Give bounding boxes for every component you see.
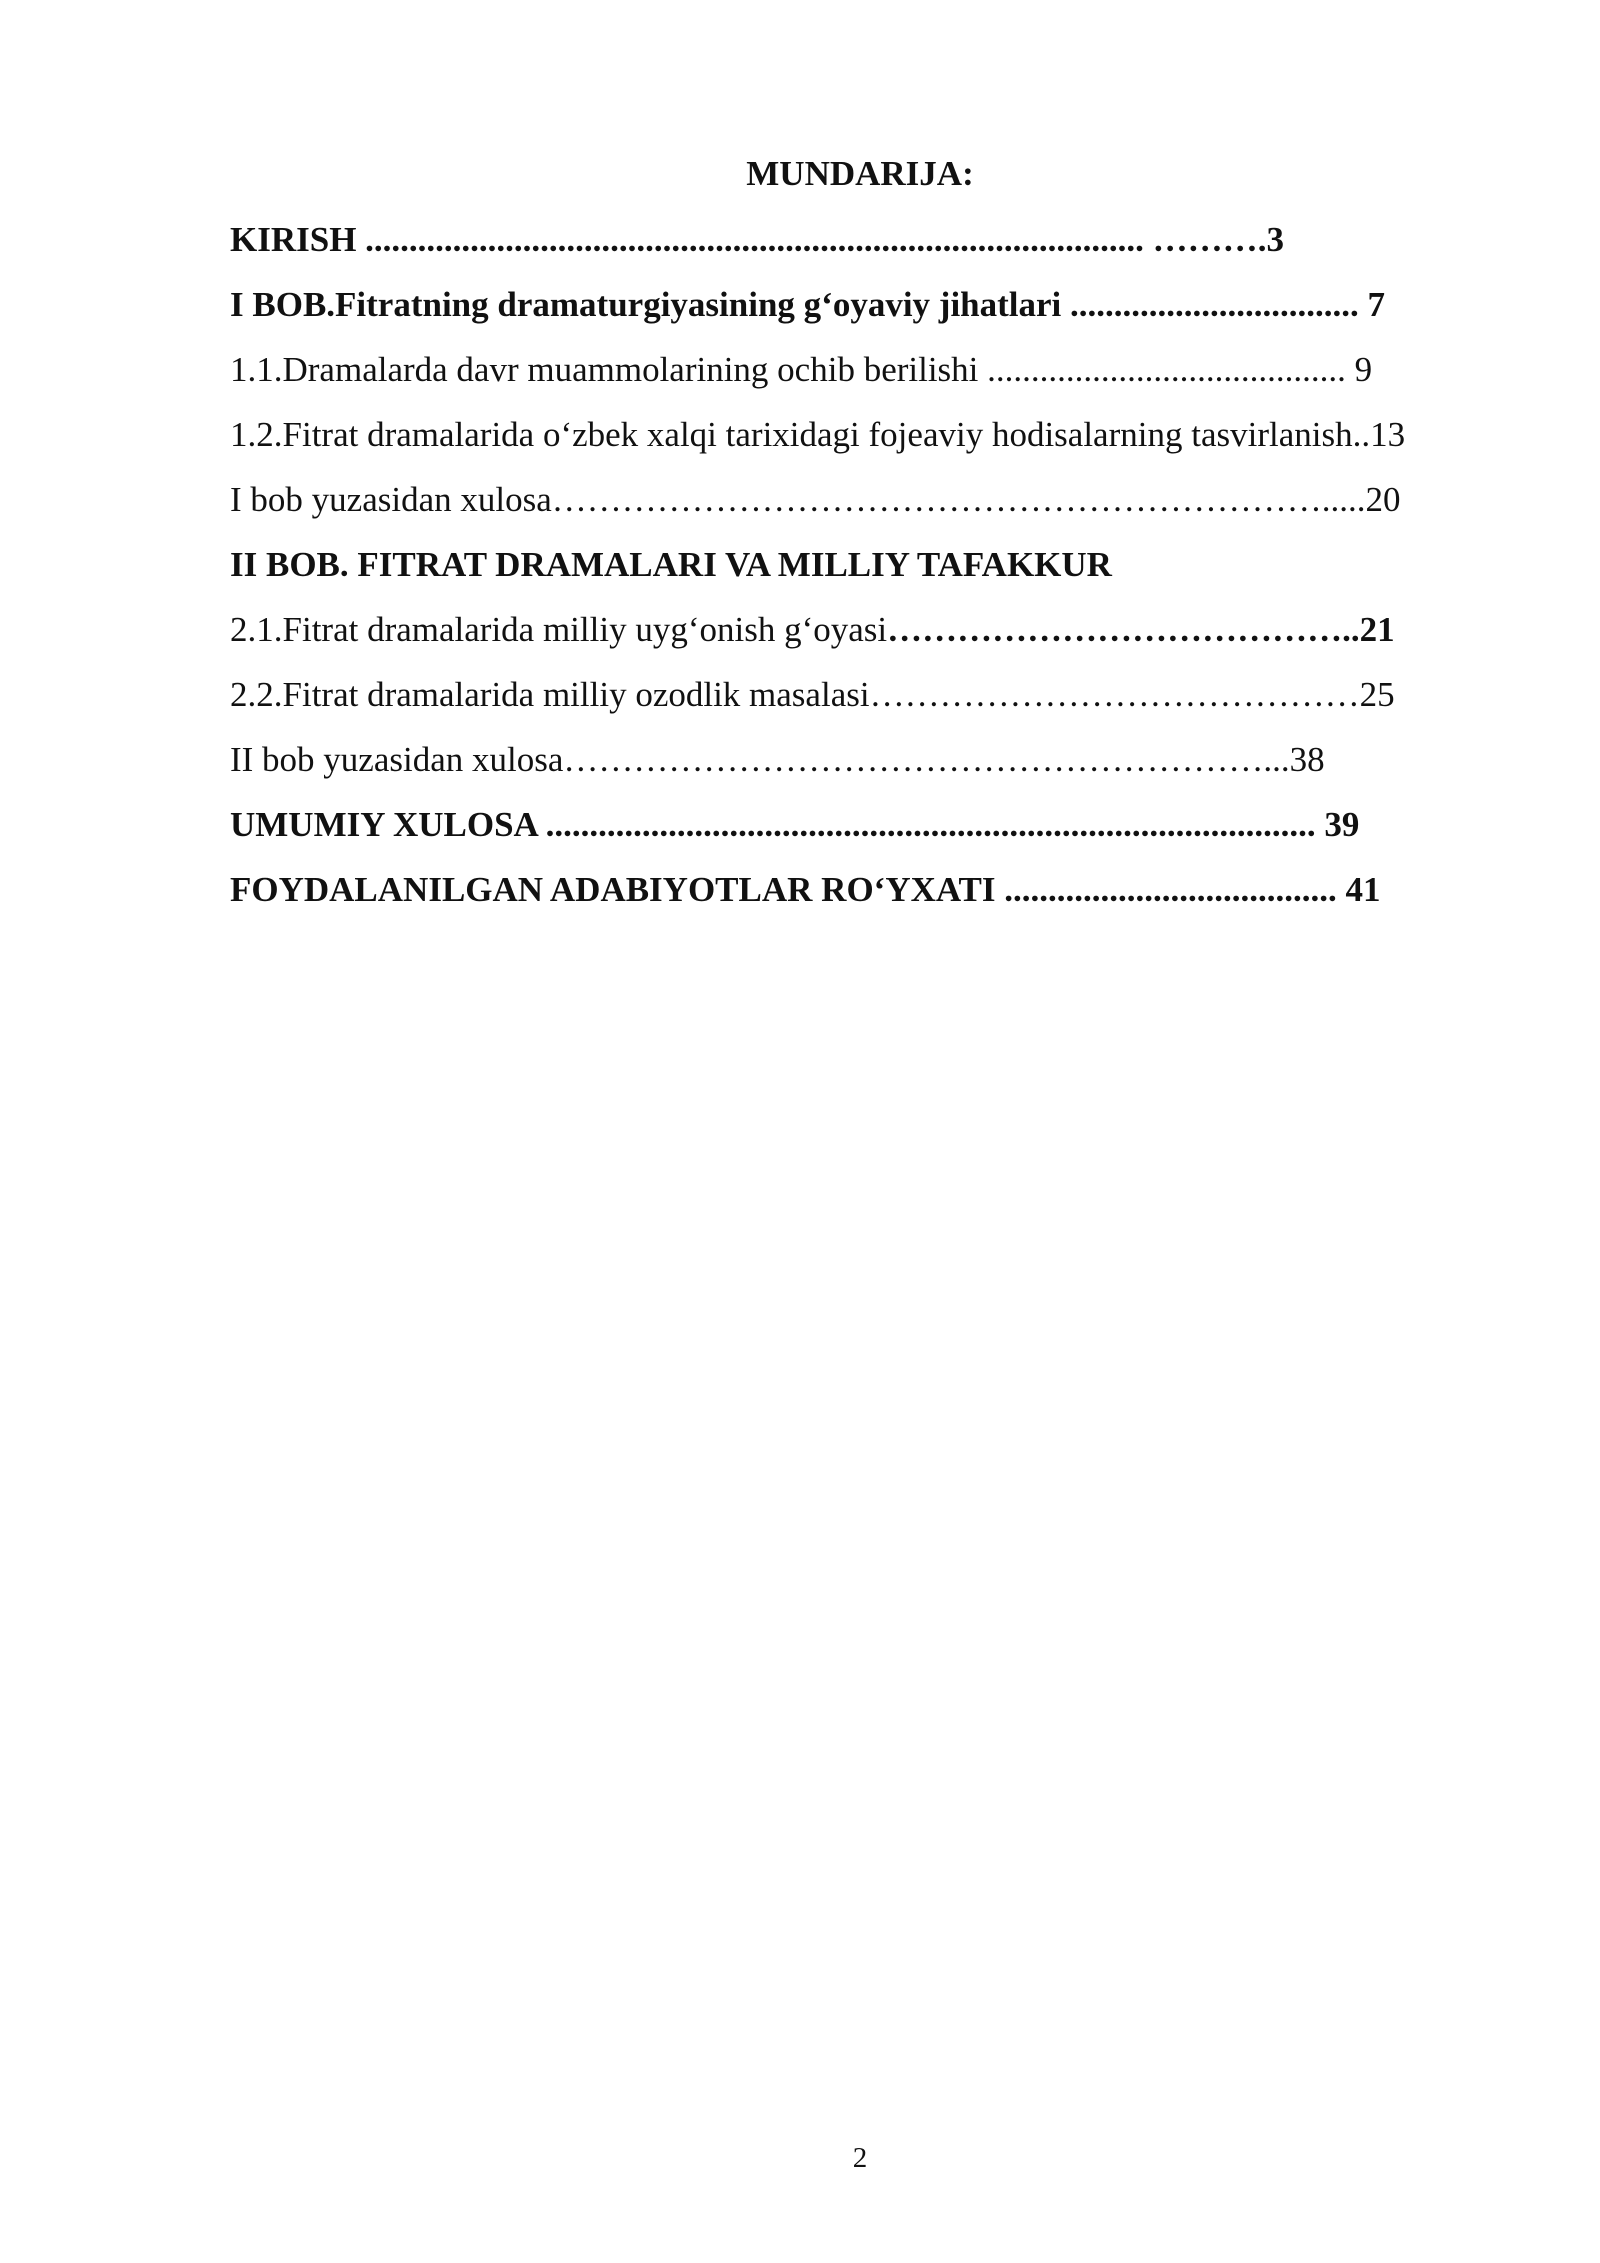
toc-entry-page: 21 <box>1359 610 1395 649</box>
toc-entry-page: 25 <box>1359 675 1395 714</box>
toc-entry-references <box>230 868 1520 933</box>
toc-entry-text: I bob yuzasidan xulosa…………………………………………………………..... <box>230 480 1366 519</box>
toc-entry-chapter-2-conclusion <box>230 738 1520 803</box>
toc-entry-page: 7 <box>1367 285 1386 324</box>
toc-entry-text: 1.2.Fitrat dramalarida o‘zbek xalqi tarixidagi fojeaviy hodisalarning tasvirlanish.. <box>230 415 1371 454</box>
table-of-contents <box>230 218 1520 933</box>
toc-entry-text: 2.2.Fitrat dramalarida milliy ozodlik masalasi…………………………………… <box>230 675 1360 714</box>
toc-entry-page: 9 <box>1354 350 1373 389</box>
toc-entry-page: 20 <box>1365 480 1401 519</box>
toc-entry-page: 39 <box>1324 805 1360 844</box>
toc-entry-text: II bob yuzasidan xulosa……………………………………………………... <box>230 740 1290 779</box>
toc-entry-text: FOYDALANILGAN ADABIYOTLAR RO‘YXATI ...................................... <box>230 870 1346 909</box>
toc-entry-section-1-1 <box>230 348 1520 413</box>
toc-title: MUNDARIJA: <box>746 154 974 193</box>
page-number: 2 <box>852 2142 868 2174</box>
toc-entry-page: 41 <box>1345 870 1381 909</box>
toc-entry-chapter-1-conclusion <box>230 478 1520 543</box>
toc-entry-chapter-1 <box>230 283 1520 348</box>
toc-entry-page: 13 <box>1370 415 1406 454</box>
toc-entry-page: 38 <box>1289 740 1325 779</box>
toc-entry-section-2-1 <box>230 608 1520 673</box>
toc-entry-kirish <box>230 218 1520 283</box>
toc-entry-text: 1.1.Dramalarda davr muammolarining ochib berilishi ......................................... <box>230 350 1355 389</box>
toc-entry-chapter-2 <box>230 543 1520 608</box>
toc-entry-text: KIRISH ......................................................................................... ……… <box>230 220 1258 259</box>
toc-entry-section-1-2 <box>230 413 1520 478</box>
toc-entry-text: I BOB.Fitratning dramaturgiyasining g‘oyaviy jihatlari ................................. <box>230 285 1368 324</box>
toc-entry-dots: ………………………………….. <box>887 610 1360 649</box>
toc-entry-page: .3 <box>1257 220 1284 259</box>
toc-entry-text: UMUMIY XULOSA ........................................................................................ <box>230 805 1325 844</box>
toc-entry-text: 2.1.Fitrat dramalarida milliy uyg‘onish g‘oyasi <box>230 610 888 649</box>
toc-entry-text: II BOB. FITRAT DRAMALARI VA MILLIY TAFAKKUR <box>230 545 1112 584</box>
toc-entry-section-2-2 <box>230 673 1520 738</box>
toc-entry-general-conclusion <box>230 803 1520 868</box>
